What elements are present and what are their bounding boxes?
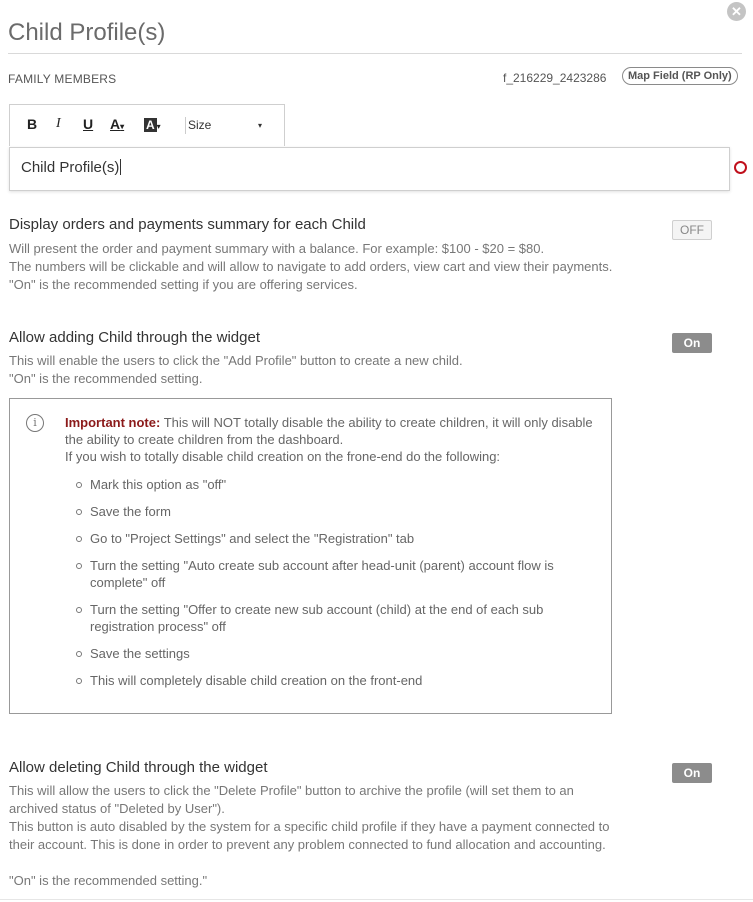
info-icon: i (26, 414, 44, 432)
editor-value[interactable]: Child Profile(s) (21, 159, 120, 176)
bg-color-caret-icon: ▾ (156, 122, 161, 131)
orders-summary-toggle[interactable]: OFF (672, 220, 712, 240)
required-indicator-icon (734, 161, 747, 174)
add-child-toggle[interactable]: On (672, 333, 712, 353)
bottom-divider (0, 899, 753, 900)
setting-desc-add-child: This will enable the users to click the "Add Profile" button to create a new child. "On" is the recommended setting. (9, 353, 463, 386)
font-color-caret-icon: ▾ (120, 122, 125, 131)
label-editor[interactable] (9, 147, 730, 191)
setting-desc-orders-summary: Will present the order and payment summary with a balance. For example: $100 - $20 = $80. The numbers will be clickable and will allow to navigate to add orders, view cart and view their payments. "On" is the recommended setting if you are offering services. (9, 241, 613, 292)
setting-desc-delete-child: This will allow the users to click the "Delete Profile" button to archive the profile (will set them to an archived status of "Deleted by User"). This button is auto disabled by the system for a specific child profile if they have a payment connected to their account. This is done in order to prevent any problem connected to fund allocation and accounting. "On" is the recommended setting." (9, 783, 610, 888)
important-note (9, 398, 612, 714)
title-divider (8, 53, 742, 54)
font-color-icon: A (110, 116, 121, 132)
text-cursor (120, 159, 121, 175)
note-steps (76, 476, 596, 699)
bullet-icon (76, 651, 82, 657)
bg-color-icon: A (146, 118, 155, 132)
close-icon[interactable]: ✕ (727, 2, 746, 21)
bullet-icon (76, 536, 82, 542)
list-item: This will completely disable child creation on the front-end (76, 672, 596, 689)
list-item: Go to "Project Settings" and select the "Registration" tab (76, 530, 596, 547)
bold-button[interactable]: B (27, 116, 38, 132)
editor-toolbar (9, 104, 285, 146)
note-strong: Important note: (65, 415, 161, 430)
underline-button[interactable]: U (83, 116, 94, 132)
list-item: Save the form (76, 503, 596, 520)
font-color-button[interactable] (110, 116, 124, 132)
map-field-badge[interactable]: Map Field (RP Only) (622, 67, 738, 85)
bullet-icon (76, 678, 82, 684)
list-item: Mark this option as "off" (76, 476, 596, 493)
setting-title-add-child: Allow adding Child through the widget (9, 329, 260, 346)
delete-child-toggle[interactable]: On (672, 763, 712, 783)
list-item: Save the settings (76, 645, 596, 662)
toolbar-divider (185, 117, 186, 134)
italic-button[interactable]: I (56, 116, 61, 131)
page-title: Child Profile(s) (8, 19, 166, 46)
bullet-icon (76, 482, 82, 488)
setting-title-orders-summary: Display orders and payments summary for each Child (9, 216, 366, 233)
bullet-icon (76, 509, 82, 515)
bullet-icon (76, 563, 82, 569)
field-id: f_216229_2423286 (503, 71, 607, 85)
setting-title-delete-child: Allow deleting Child through the widget (9, 759, 268, 776)
note-text: Important note: This will NOT totally disable the ability to create children, it will only disable the ability to create children from the dashboard. If you wish to totally disable child creation on the frone-end do the following: (65, 415, 593, 464)
list-item: Turn the setting "Offer to create new sub account (child) at the end of each sub registration process" off (76, 601, 596, 635)
list-item: Turn the setting "Auto create sub account after head-unit (parent) account flow is complete" off (76, 557, 596, 591)
section-label: FAMILY MEMBERS (8, 72, 117, 86)
size-caret-icon[interactable]: ▾ (258, 121, 263, 130)
bg-color-button[interactable] (144, 116, 161, 132)
bullet-icon (76, 607, 82, 613)
size-select[interactable]: Size (188, 118, 212, 132)
